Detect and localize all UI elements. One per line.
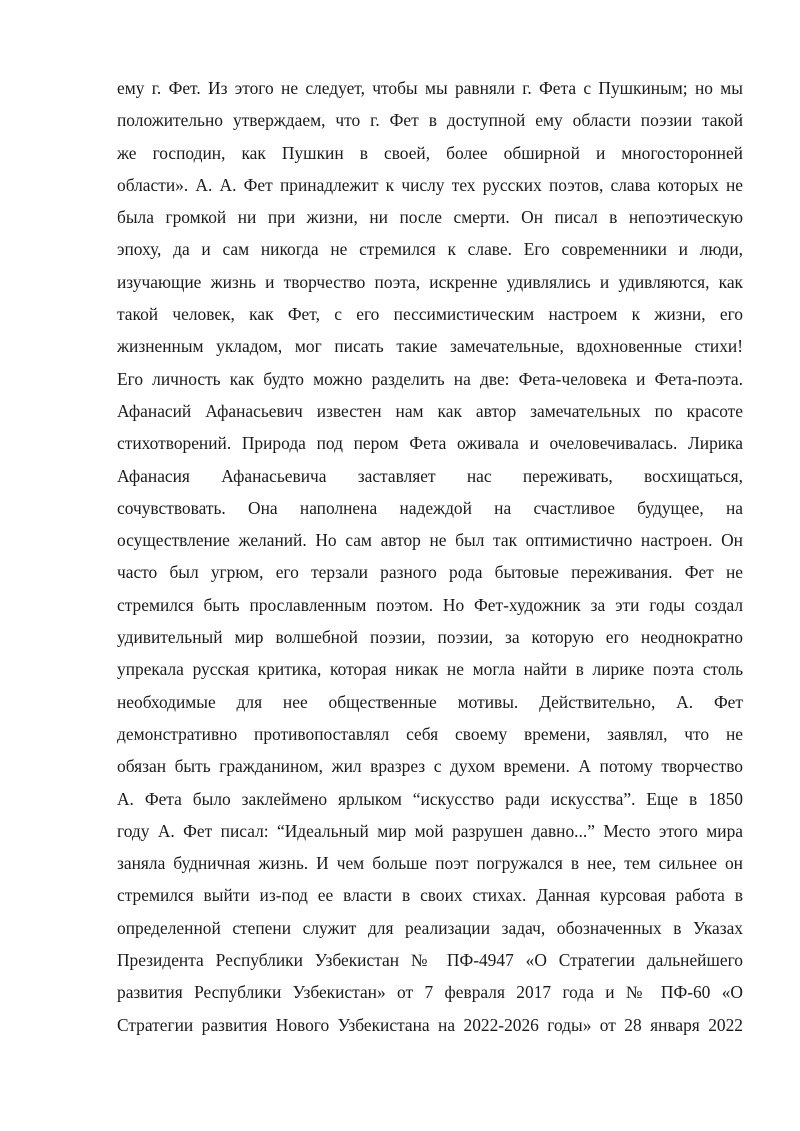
- text-line: году А. Фет писал: “Идеальный мир мой разрушен давно...” Место этого мира: [117, 820, 743, 841]
- text-line: области». А. А. Фет принадлежит к числу тех русских поэтов, слава которых не: [117, 174, 743, 195]
- text-line: часто был угрюм, его терзали разного рода бытовые переживания. Фет не: [117, 562, 743, 583]
- text-line: обязан быть гражданином, жил вразрез с духом времени. А потому творчество: [117, 756, 743, 777]
- text-line: необходимые для нее общественные мотивы. Действительно, А. Фет: [117, 691, 743, 712]
- text-line: изучающие жизнь и творчество поэта, искренне удивлялись и удивляются, как: [117, 271, 743, 292]
- text-line: Стратегии развития Нового Узбекистана на 2022-2026 годы» от 28 января 2022: [117, 1014, 743, 1035]
- text-line: такой человек, как Фет, с его пессимистическим настроем к жизни, его: [117, 304, 743, 325]
- text-line: заняла будничная жизнь. И чем больше поэт погружался в нее, тем сильнее он: [117, 853, 743, 874]
- text-line: эпоху, да и сам никогда не стремился к славе. Его современники и люди,: [117, 239, 743, 260]
- text-line: стремился выйти из-под ее власти в своих стихах. Данная курсовая работа в: [117, 885, 743, 906]
- text-line: сочувствовать. Она наполнена надеждой на счастливое будущее, на: [117, 497, 743, 518]
- text-line: развития Республики Узбекистан» от 7 февраля 2017 года и № ПФ-60 «О: [117, 982, 743, 1003]
- text-line: стихотворений. Природа под пером Фета оживала и очеловечивалась. Лирика: [117, 433, 743, 454]
- text-line: же господин, как Пушкин в своей, более обширной и многосторонней: [117, 142, 743, 163]
- text-line: демонстративно противопоставлял себя своему времени, заявлял, что не: [117, 723, 743, 744]
- body-text: [117, 72, 743, 1041]
- text-line: ему г. Фет. Из этого не следует, чтобы мы равняли г. Фета с Пушкиным; но мы: [117, 78, 743, 98]
- text-line: осуществление желаний. Но сам автор не был так оптимистично настроен. Он: [117, 530, 743, 551]
- text-line: положительно утверждаем, что г. Фет в доступной ему области поэзии такой: [117, 110, 743, 131]
- text-line: Афанасий Афанасьевич известен нам как автор замечательных по красоте: [117, 400, 743, 421]
- text-line: жизненным укладом, мог писать такие замечательные, вдохновенные стихи!: [117, 336, 743, 357]
- text-line: удивительный мир волшебной поэзии, поэзии, за которую его неоднократно: [117, 627, 743, 648]
- text-line: Афанасия Афанасьевича заставляет нас переживать, восхищаться,: [117, 465, 743, 486]
- text-line: Его личность как будто можно разделить на две: Фета-человека и Фета-поэта.: [117, 368, 743, 389]
- text-line: была громкой ни при жизни, ни после смерти. Он писал в непоэтическую: [117, 207, 743, 228]
- text-line: А. Фета было заклеймено ярлыком “искусство ради искусства”. Еще в 1850: [117, 788, 743, 809]
- text-line: стремился быть прославленным поэтом. Но Фет-художник за эти годы создал: [117, 594, 743, 615]
- text-line: определенной степени служит для реализации задач, обозначенных в Указах: [117, 917, 743, 938]
- text-line: упрекала русская критика, которая никак не могла найти в лирике поэта столь: [117, 659, 743, 680]
- text-line: Президента Республики Узбекистан № ПФ-4947 «О Стратегии дальнейшего: [117, 950, 743, 971]
